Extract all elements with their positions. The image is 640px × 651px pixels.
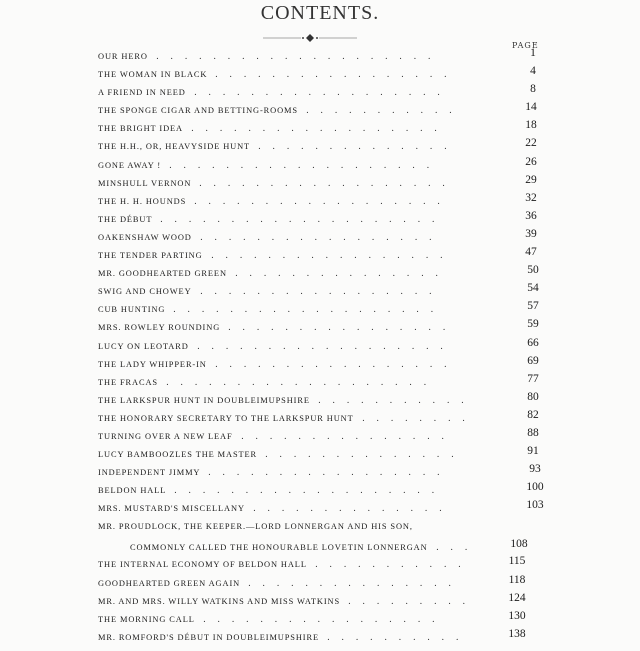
leader-dots: . . . . . . . . . . . . . . . . . . [194, 88, 452, 99]
entry-page-number: 26 [525, 155, 537, 168]
contents-entry [0, 609, 640, 633]
entry-page-number: 54 [527, 282, 539, 295]
entry-title: MR. AND MRS. WILLY WATKINS AND MISS WATKINS [98, 596, 341, 606]
entry-title: MR. GOODHEARTED GREEN [98, 269, 227, 279]
leader-dots: . . . . . . . . . . . . . . . . . . . . [160, 214, 447, 225]
entry-title: GOODHEARTED GREEN AGAIN [98, 578, 241, 588]
leader-dots: . . . . . . . . . . . [318, 395, 476, 406]
contents-entry [0, 591, 640, 615]
entry-title: THE WOMAN IN BLACK [98, 70, 208, 80]
contents-list [0, 47, 640, 651]
entry-page-number: 57 [527, 300, 539, 313]
leader-dots: . . . . . . . . . . . . . . . . [228, 323, 457, 334]
leader-dots: . . . . . . . . . . . . . . [258, 142, 459, 153]
entry-page-number: 77 [527, 372, 539, 385]
entry-page-number: 29 [525, 173, 537, 186]
entry-title: GONE AWAY ! [98, 160, 162, 170]
entry-page-number: 8 [530, 83, 536, 96]
entry-title: SWIG AND CHOWEY [98, 287, 192, 297]
leader-dots: . . . . . . . . . . . . . . . [235, 269, 450, 280]
entry-title: THE LADY WHIPPER-IN [98, 359, 207, 369]
entry-page-number: 1 [530, 47, 536, 59]
leader-dots: . . . . . . . . . . . . . . . . . [200, 287, 444, 298]
leader-dots: . . . . . . . . . . . . . . [253, 504, 454, 515]
leader-dots: . . . . . . . . . . . . . . [265, 450, 466, 461]
entry-title: CUB HUNTING [98, 305, 166, 315]
leader-dots: . . . . . . . . . . . . . . . . . . . [173, 305, 445, 316]
entry-title: TURNING OVER A NEW LEAF [98, 431, 233, 441]
leader-dots: . . . . . . . . . . . . . . . . . . . [174, 486, 446, 497]
entry-title: MR. ROMFORD'S DÉBUT IN DOUBLEIMUPSHIRE [98, 632, 319, 642]
entry-page-number: 130 [508, 609, 526, 622]
entry-title: THE INTERNAL ECONOMY OF BELDON HALL [98, 560, 307, 570]
leader-dots: . . . . . . . . . . . . . . . . . . . . [156, 52, 443, 62]
entry-title: INDEPENDENT JIMMY [98, 468, 201, 478]
leader-dots: . . . . . . . . [362, 413, 477, 424]
leader-dots: . . . . . . . . . . . . . . . . . [203, 614, 447, 625]
leader-dots: . . . . . . . . . . . . . . . . . [200, 232, 444, 243]
entry-page-number: 118 [508, 573, 526, 586]
entry-page-number: 18 [525, 119, 537, 132]
entry-title: THE HONORARY SECRETARY TO THE LARKSPUR HUNT [98, 413, 354, 423]
contents-entry [0, 627, 640, 651]
leader-dots: . . . . . . . . . . . . . . . . . . . [169, 160, 441, 171]
entry-title: THE TENDER PARTING [98, 251, 203, 261]
entry-page-number: 138 [508, 627, 526, 640]
entry-title: MRS. ROWLEY ROUNDING [98, 323, 221, 333]
contents-entry [0, 538, 640, 560]
entry-title: THE H.H., OR, HEAVYSIDE HUNT [98, 142, 251, 152]
leader-dots: . . . . . . . . . . . . . . . . . [215, 70, 459, 81]
entry-page-number: 124 [508, 591, 526, 604]
leader-dots: . . . . . . . . . . . . . . . . . . . [166, 377, 438, 388]
entry-page-number: 82 [527, 408, 539, 421]
leader-dots: . . . . . . . . . . . . . . . [248, 578, 463, 589]
entry-page-number: 115 [508, 555, 526, 568]
leader-dots: . . . . . . . . . [348, 596, 477, 607]
page-title: CONTENTS. [260, 2, 380, 24]
entry-title: OAKENSHAW WOOD [98, 232, 192, 242]
entry-title: MRS. MUSTARD'S MISCELLANY [98, 504, 245, 514]
leader-dots: . . . . . . . . . . . . . . . . . . [191, 124, 449, 135]
leader-dots: . . . . . . . . . . . . . . . . . . [194, 196, 452, 207]
entry-page-number: 80 [527, 390, 539, 403]
entry-title: LUCY ON LEOTARD [98, 341, 189, 351]
ornament-divider [255, 33, 365, 43]
entry-page-number: 14 [525, 101, 537, 114]
leader-dots: . . . . . . . . . . . . . . . . . . [199, 178, 457, 189]
entry-page-number: 103 [526, 499, 544, 512]
entry-title: THE H. H. HOUNDS [98, 196, 187, 206]
entry-page-number: 32 [525, 191, 537, 204]
entry-title: LUCY BAMBOOZLES THE MASTER [98, 450, 258, 460]
entry-page-number: 100 [526, 481, 544, 494]
entry-title: THE SPONGE CIGAR AND BETTING-ROOMS [98, 106, 298, 116]
leader-dots: . . . [436, 543, 479, 554]
leader-dots: . . . . . . . . . . . [315, 560, 473, 571]
entry-page-number: 88 [527, 426, 539, 439]
entry-title: THE DÉBUT [98, 214, 153, 224]
entry-title: MINSHULL VERNON [98, 178, 192, 188]
entry-page-number: 93 [529, 463, 541, 476]
leader-dots: . . . . . . . . . . [327, 632, 471, 643]
leader-dots: . . . . . . . . . . . . . . . . . [208, 468, 452, 479]
leader-dots: . . . . . . . . . . . . . . . . . . [197, 341, 455, 352]
leader-dots: . . . . . . . . . . . . . . . . . [211, 251, 455, 262]
entry-title: OUR HERO [98, 52, 148, 61]
entry-page-number: 66 [527, 336, 539, 349]
entry-page-number: 47 [525, 246, 537, 259]
entry-page-number: 36 [525, 209, 537, 222]
entry-page-number: 4 [530, 65, 536, 78]
entry-title: MR. PROUDLOCK, THE KEEPER.—LORD LONNERGAN AND HIS SON, [98, 522, 413, 532]
leader-dots: . . . . . . . . . . . . . . . . . [215, 359, 459, 370]
entry-page-number: 50 [527, 264, 539, 277]
entry-title: THE LARKSPUR HUNT IN DOUBLEIMUPSHIRE [98, 395, 310, 405]
entry-page-number: 59 [527, 318, 539, 331]
page-column-label: PAGE [512, 41, 539, 50]
leader-dots: . . . . . . . . . . . [306, 106, 464, 117]
entry-title: THE FRACAS [98, 377, 158, 387]
contents-entry [0, 522, 640, 543]
entry-title: COMMONLY CALLED THE HONOURABLE LOVETIN LONNERGAN [130, 543, 428, 553]
entry-title: THE MORNING CALL [98, 614, 195, 624]
contents-entry [0, 555, 640, 578]
contents-entry [0, 499, 640, 522]
contents-entry [0, 573, 640, 597]
entry-page-number: 39 [525, 227, 537, 240]
entry-page-number: 22 [525, 137, 537, 150]
entry-title: THE BRIGHT IDEA [98, 124, 183, 134]
entry-page-number: 108 [510, 538, 528, 551]
leader-dots: . . . . . . . . . . . . . . . [241, 431, 456, 442]
entry-title: A FRIEND IN NEED [98, 88, 186, 98]
entry-page-number: 91 [527, 445, 539, 458]
entry-page-number: 69 [527, 354, 539, 367]
entry-title: BELDON HALL [98, 486, 167, 496]
